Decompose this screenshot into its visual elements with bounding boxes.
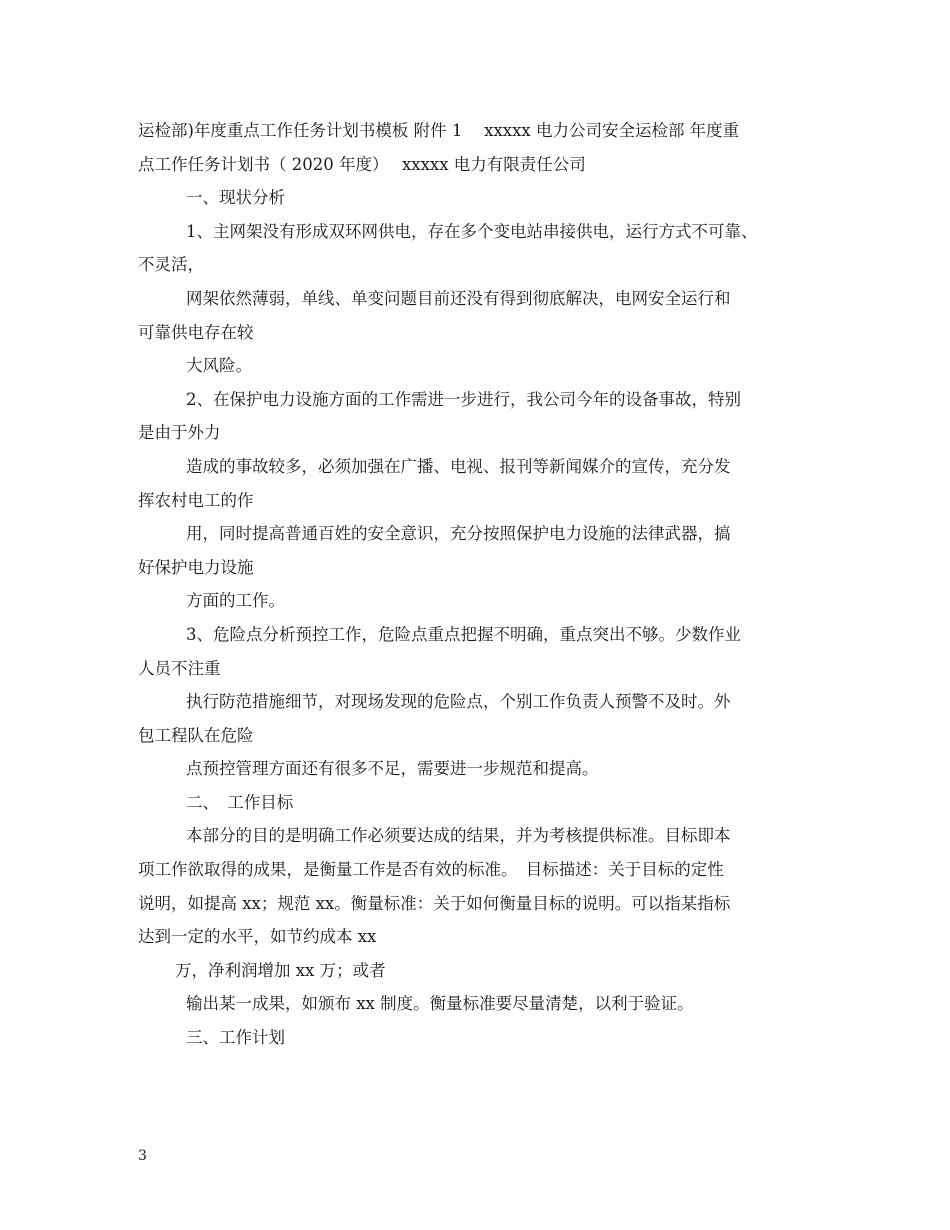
text-line: 包工程队在危险 (138, 725, 254, 745)
text-line: 人员不注重 (138, 658, 221, 678)
text-line: 执行防范措施细节，对现场发现的危险点，个别工作负责人预警不及时。外 (186, 692, 731, 712)
text-line: 本部分的目的是明确工作必须要达成的结果，并为考核提供标准。目标即本 (186, 826, 731, 846)
text-line: 点工作任务计划书（ 2020 年度） xxxxx 电力有限责任公司 (138, 154, 586, 174)
text-line: 造成的事故较多，必须加强在广播、电视、报刊等新闻媒介的宣传，充分发 (186, 456, 731, 476)
text-line: 不灵活， (138, 255, 204, 275)
text-line: 达到一定的水平，如节约成本 xx (138, 927, 377, 947)
page-number: 3 (138, 1148, 147, 1164)
text-line: 运检部)年度重点工作任务计划书模板 附件 1 xxxxx 电力公司安全运检部 年度重 (138, 121, 740, 140)
text-line: 万，净利润增加 xx 万；或者 (175, 960, 386, 980)
text-line: 用，同时提高普通百姓的安全意识，充分按照保护电力设施的法律武器，搞 (186, 524, 731, 544)
text-line: 方面的工作。 (186, 591, 285, 611)
text-line: 输出某一成果，如颁布 xx 制度。衡量标准要尽量清楚，以利于验证。 (186, 994, 694, 1014)
text-line: 是由于外力 (138, 423, 221, 443)
text-line: 挥农村电工的作 (138, 490, 254, 510)
text-line: 1、主网架没有形成双环网供电，存在多个变电站串接供电，运行方式不可靠、 (186, 221, 758, 241)
text-line: 可靠供电存在较 (138, 322, 254, 342)
text-line: 3、危险点分析预控工作，危险点重点把握不明确，重点突出不够。少数作业 (186, 624, 741, 644)
text-line: 好保护电力设施 (138, 557, 254, 577)
section-heading: 三、工作计划 (186, 1028, 285, 1048)
text-line: 点预控管理方面还有很多不足，需要进一步规范和提高。 (186, 759, 599, 779)
section-heading: 一、现状分析 (186, 188, 285, 208)
text-line: 2、在保护电力设施方面的工作需进一步进行，我公司今年的设备事故，特别 (186, 389, 741, 409)
text-line: 大风险。 (186, 356, 252, 376)
section-heading: 二、 工作目标 (186, 792, 294, 812)
text-line: 项工作欲取得的成果，是衡量工作是否有效的标准。 目标描述：关于目标的定性 (138, 860, 724, 880)
text-line: 网架依然薄弱，单线、单变问题目前还没有得到彻底解决，电网安全运行和 (186, 288, 731, 308)
text-line: 说明，如提高 xx；规范 xx。衡量标准：关于如何衡量目标的说明。可以指某指标 (138, 893, 731, 913)
document-body (138, 114, 818, 1055)
